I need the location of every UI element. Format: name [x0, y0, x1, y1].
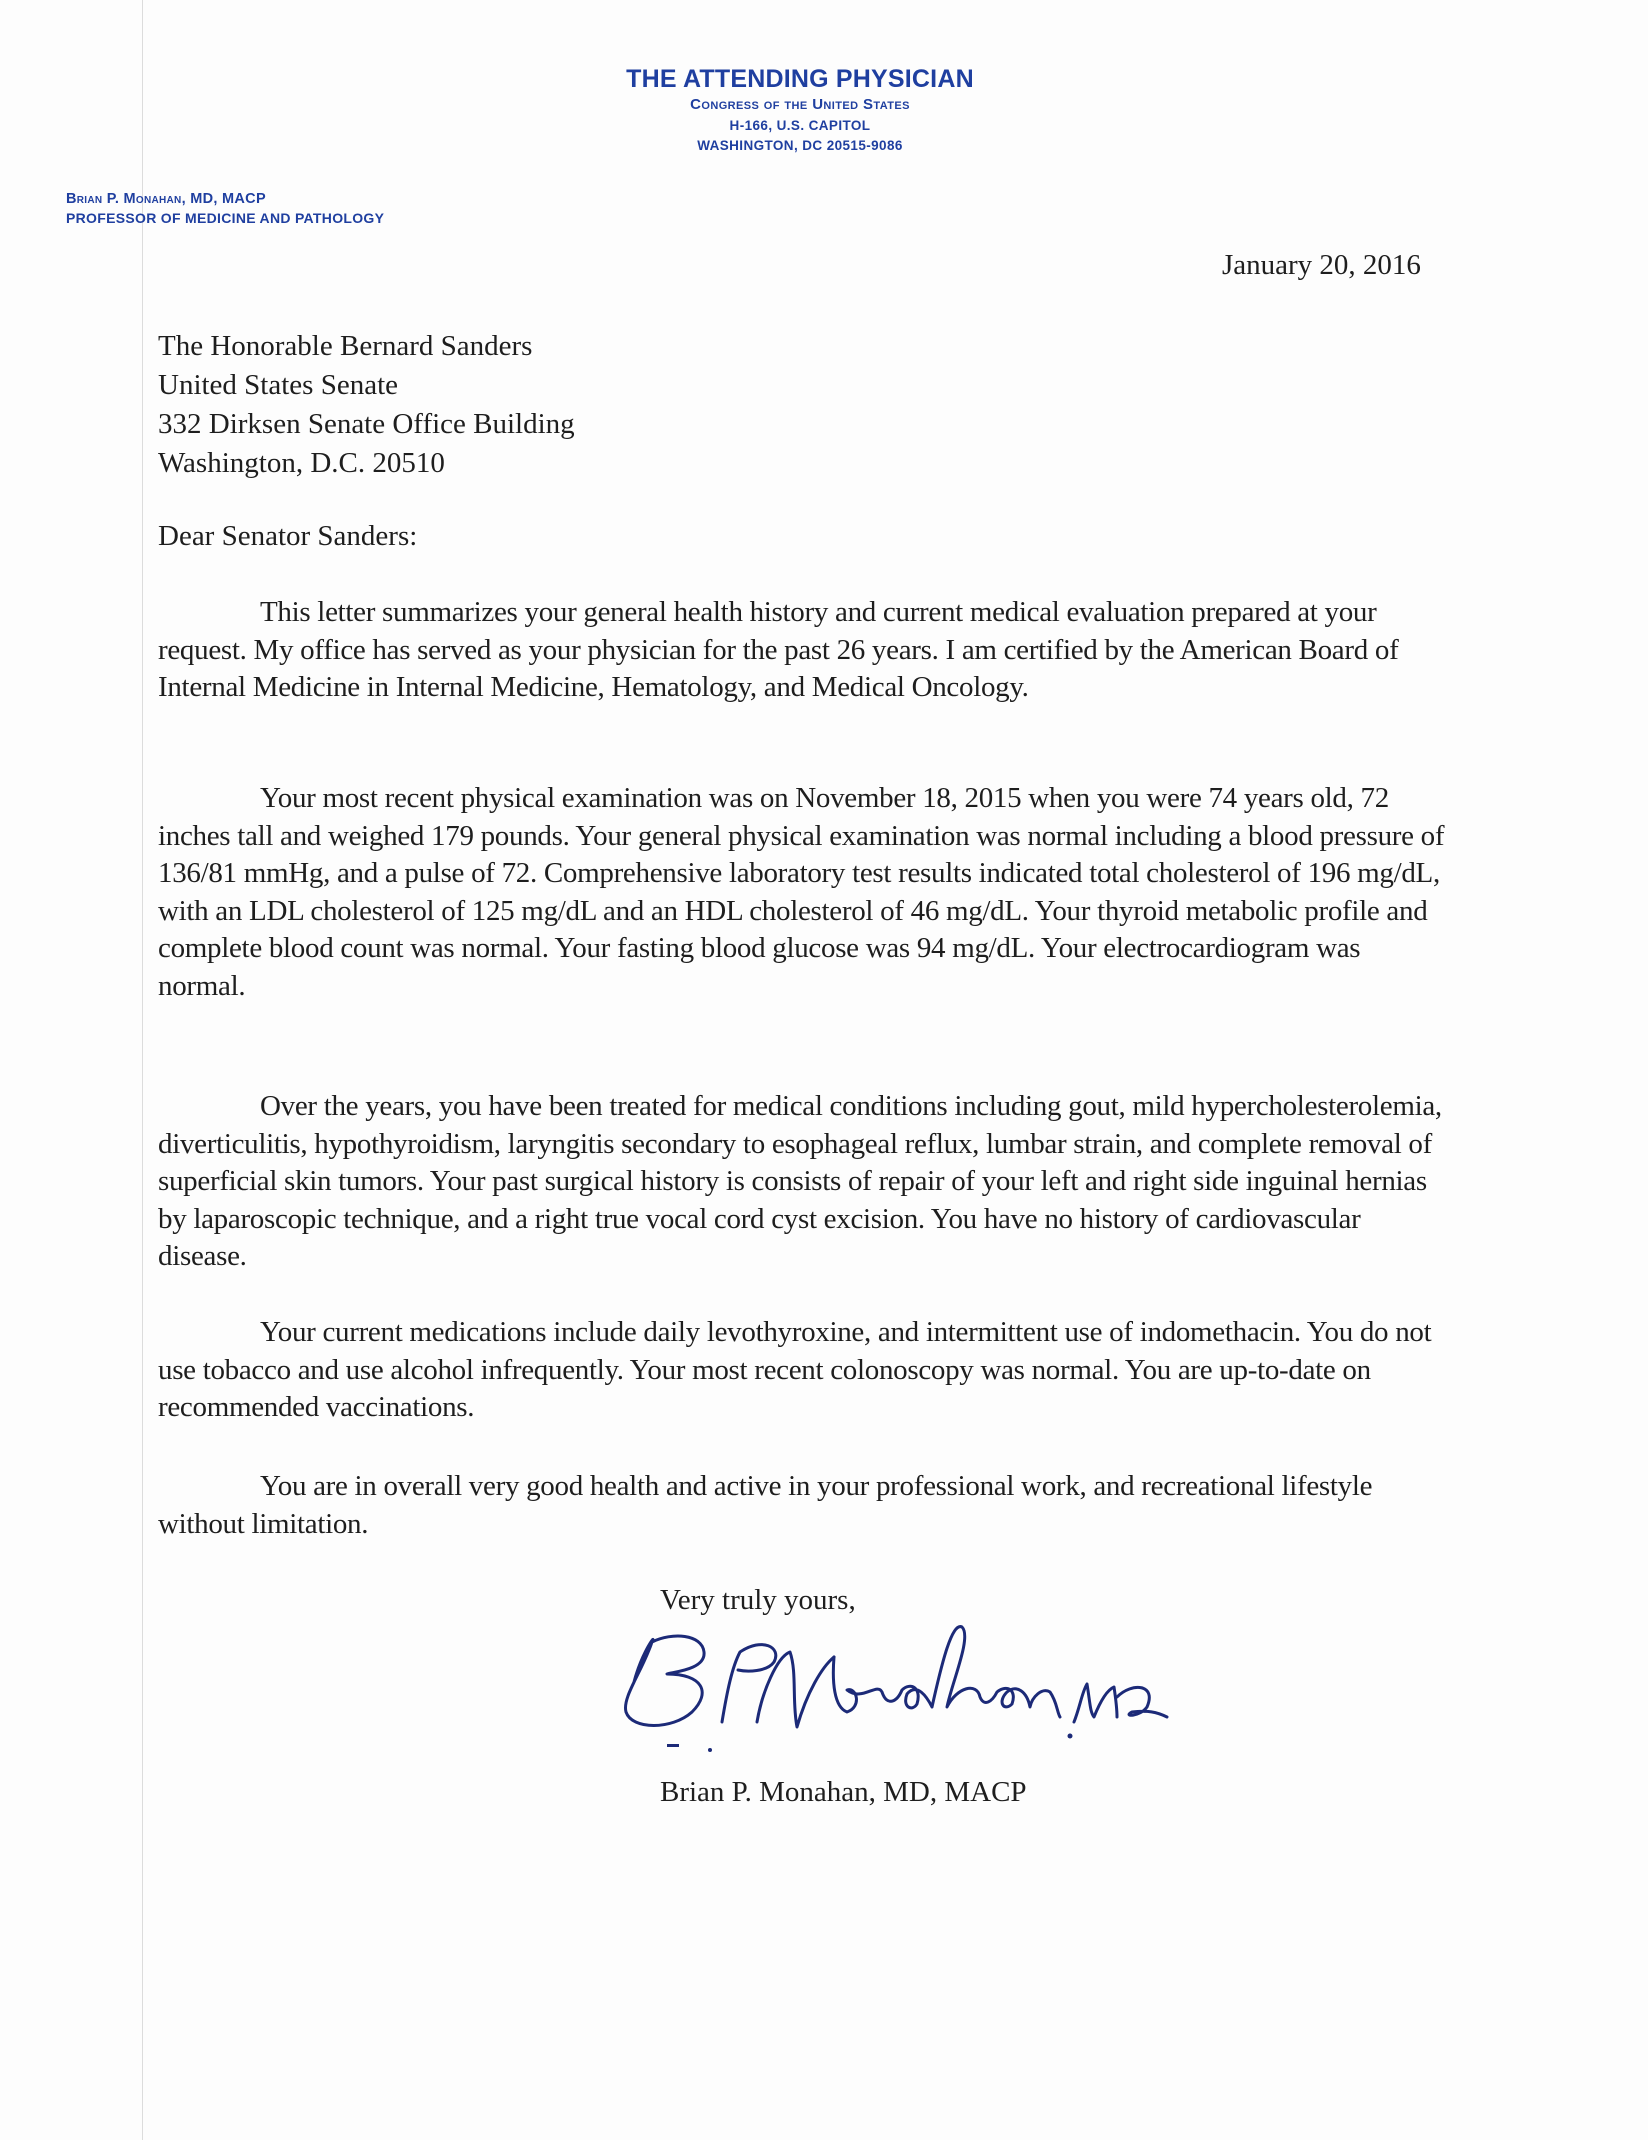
- letterhead-organization: Congress of the United States: [690, 96, 910, 113]
- body-paragraph: Your most recent physical examination was on November 18, 2015 when you were 74 years old, 72 inches tall and weighed 179 pounds. Your general physical examination was normal including a blood pressure of 136/81 mmHg, and a pulse of 72. Comprehensive laboratory test results indicated total cholesterol of 196 mg/dL, with an LDL cholesterol of 125 mg/dL and an HDL cholesterol of 46 mg/dL. Your thyroid metabolic profile and complete blood count was normal. Your fasting blood glucose was 94 mg/dL. Your electrocardiogram was normal.: [158, 782, 1445, 1002]
- page-fold-line: [142, 0, 143, 2140]
- sender-block: [66, 190, 384, 228]
- body-paragraph: You are in overall very good health and active in your professional work, and recreational lifestyle without limitation.: [158, 1470, 1373, 1540]
- closing: Very truly yours,: [660, 1584, 856, 1616]
- letterhead-city-zip: WASHINGTON, DC 20515-9086: [697, 138, 903, 153]
- body-paragraph: This letter summarizes your general health history and current medical evaluation prepared at your request. My office has served as your physician for the past 26 years. I am certified by the American Board of Internal Medicine in Internal Medicine, Hematology, and Medical Oncology.: [158, 596, 1399, 703]
- letter-date: January 20, 2016: [1222, 249, 1421, 281]
- recipient-line: 332 Dirksen Senate Office Building: [158, 408, 575, 440]
- sender-title: PROFESSOR OF MEDICINE AND PATHOLOGY: [66, 210, 385, 226]
- recipient-line: The Honorable Bernard Sanders: [158, 330, 533, 362]
- recipient-address: [158, 327, 575, 483]
- recipient-line: Washington, D.C. 20510: [158, 447, 445, 479]
- sender-name: Brian P. Monahan, MD, MACP: [66, 191, 266, 207]
- letterhead-title: THE ATTENDING PHYSICIAN: [626, 65, 974, 93]
- body-paragraph: Over the years, you have been treated for medical conditions including gout, mild hypercholesterolemia, diverticulitis, hypothyroidism, laryngitis secondary to esophageal reflux, lumbar strain, and complete removal of superficial skin tumors. Your past surgical history is consists of repair of your left and right side inguinal hernias by laparoscopic technique, and a right true vocal cord cyst excision. You have no history of cardiovascular disease.: [158, 1090, 1442, 1272]
- salutation: Dear Senator Sanders:: [158, 520, 418, 552]
- body-paragraph: Your current medications include daily levothyroxine, and intermittent use of indomethacin. You do not use tobacco and use alcohol infrequently. Your most recent colonoscopy was normal. You are up-to-date on recommended vaccinations.: [158, 1316, 1432, 1423]
- letterhead: [560, 64, 1040, 156]
- recipient-line: United States Senate: [158, 369, 399, 401]
- signer-name: Brian P. Monahan, MD, MACP: [660, 1776, 1027, 1808]
- letterhead-office: H-166, U.S. CAPITOL: [729, 118, 871, 133]
- handwritten-signature: [612, 1612, 1192, 1762]
